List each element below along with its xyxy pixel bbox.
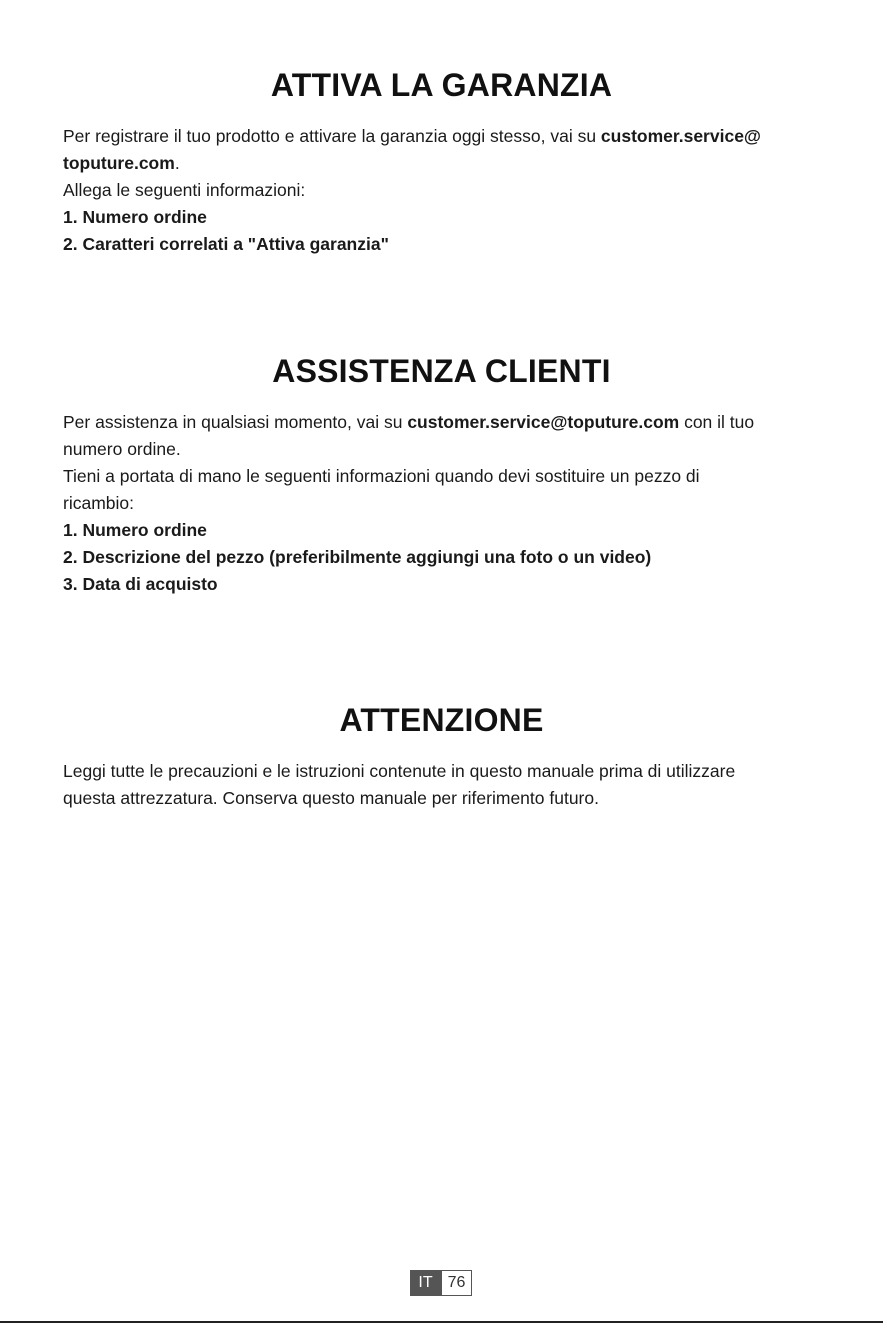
support-list-item: 3. Data di acquisto: [63, 574, 218, 594]
support-paragraph-1: [63, 409, 823, 436]
support-list-item: 2. Descrizione del pezzo (preferibilmente aggiungi una foto o un video): [63, 547, 652, 567]
warranty-section: [63, 60, 823, 258]
attention-paragraph-2: questa attrezzatura. Conserva questo manuale per riferimento futuro.: [63, 788, 599, 808]
bottom-divider: [0, 1321, 883, 1323]
attention-title: ATTENZIONE: [339, 702, 544, 738]
page-footer-badge: [410, 1270, 472, 1296]
support-paragraph-3: Tieni a portata di mano le seguenti informazioni quando devi sostituire un pezzo di: [63, 466, 700, 486]
support-list-item: 1. Numero ordine: [63, 520, 207, 540]
attention-paragraph-1: Leggi tutte le precauzioni e le istruzioni contenute in questo manuale prima di utilizzare: [63, 761, 736, 781]
support-paragraph-2: numero ordine.: [63, 439, 181, 459]
warranty-body: [63, 123, 823, 258]
support-title: ASSISTENZA CLIENTI: [272, 353, 611, 389]
warranty-attach-label: Allega le seguenti informazioni:: [63, 180, 306, 200]
support-body: [63, 409, 823, 598]
page-number: 76: [441, 1270, 472, 1296]
attention-body: [63, 758, 823, 812]
warranty-email-end: .: [174, 153, 180, 173]
support-section: [63, 346, 823, 598]
warranty-title: ATTIVA LA GARANZIA: [270, 67, 613, 103]
warranty-intro-text: Per registrare il tuo prodotto e attivare la garanzia oggi stesso, vai su: [63, 126, 601, 146]
warranty-email-part-2: toputure.com: [63, 153, 175, 173]
warranty-list-item: 1. Numero ordine: [63, 207, 207, 227]
language-label: IT: [410, 1270, 441, 1296]
warranty-paragraph-2: [63, 150, 823, 177]
warranty-email-part-1: customer.service@: [600, 126, 761, 146]
support-intro-text: Per assistenza in qualsiasi momento, vai su: [63, 412, 408, 432]
support-intro-end: con il tuo: [679, 412, 755, 432]
warranty-paragraph-1: [63, 123, 823, 150]
support-paragraph-4: ricambio:: [63, 493, 134, 513]
attention-section: [63, 695, 823, 812]
support-email: customer.service@toputure.com: [407, 412, 680, 432]
warranty-list-item: 2. Caratteri correlati a "Attiva garanzia": [63, 234, 389, 254]
